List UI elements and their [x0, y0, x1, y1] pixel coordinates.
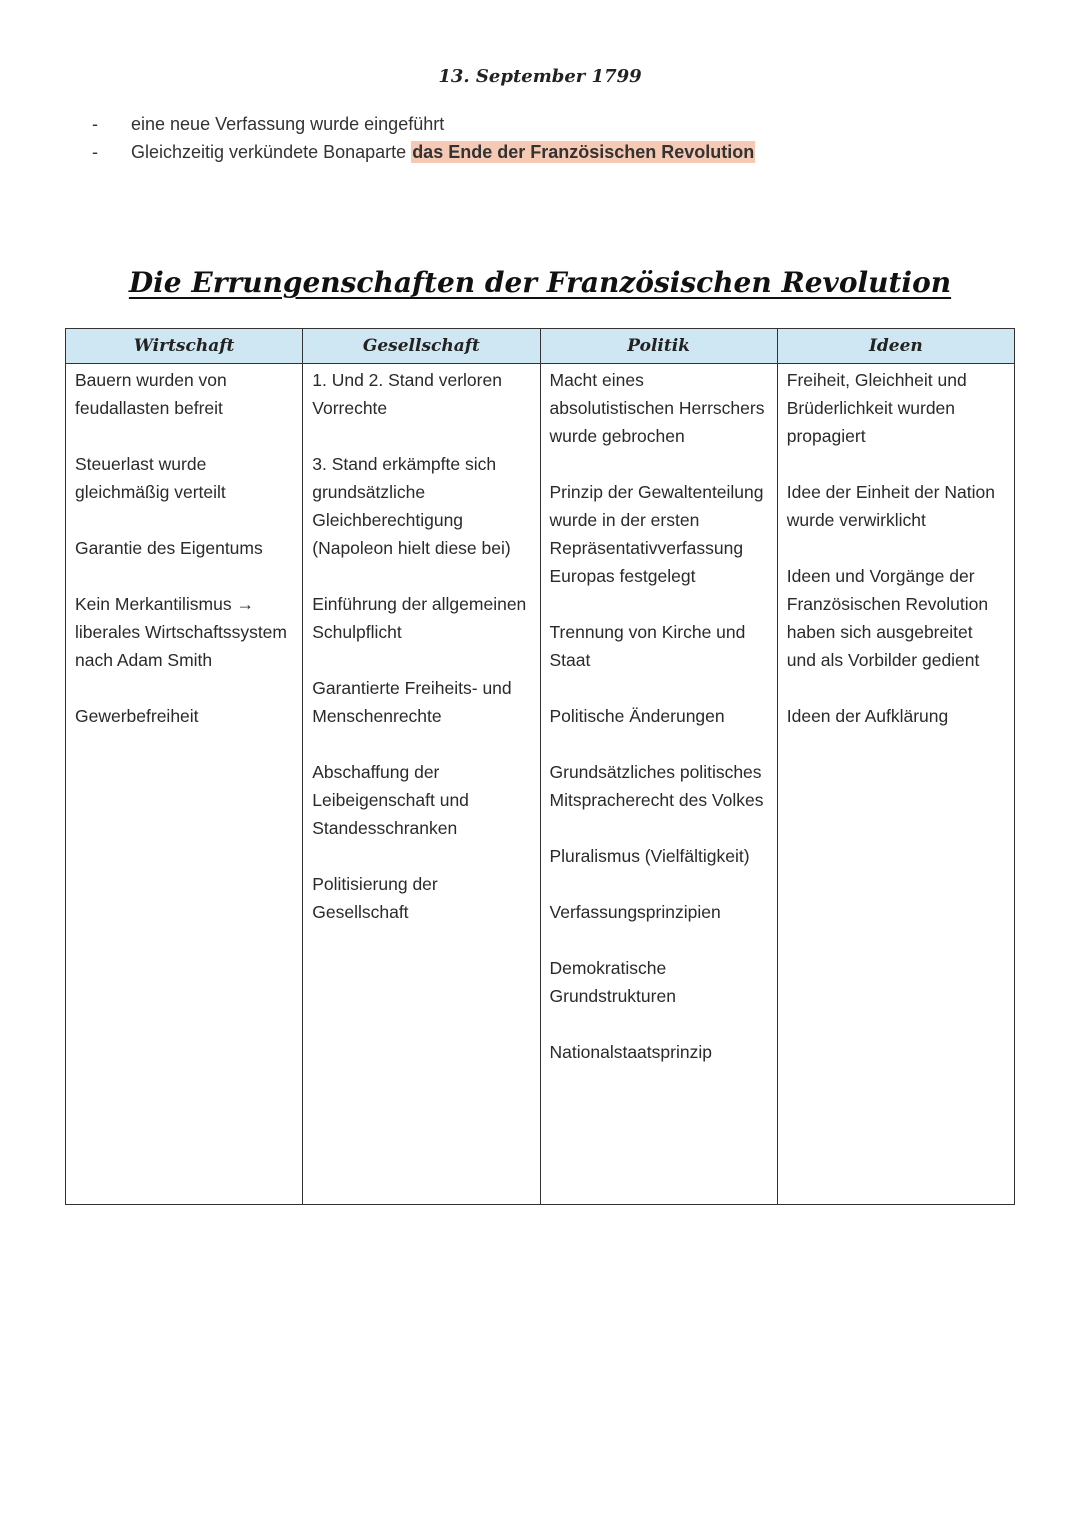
column-header-ideen: Ideen — [777, 329, 1014, 364]
list-item: Freiheit, Gleichheit und Brüderlichkeit wurden propagiert — [786, 370, 967, 446]
list-item: Verfassungsprinzipien — [549, 902, 721, 922]
dash-marker: - — [92, 114, 98, 134]
column-gesellschaft — [303, 364, 540, 1205]
achievements-table — [65, 328, 1015, 1205]
list-item: Garantierte Freiheits- und Menschenrechte — [312, 678, 512, 726]
date-heading: 13. September 1799 — [438, 66, 642, 87]
list-item: Ideen und Vorgänge der Französischen Revolution haben sich ausgebreitet und als Vorbilder gedient — [786, 566, 989, 670]
list-item: Prinzip der Gewaltenteilung wurde in der ersten Repräsentativverfassung Europas festgelegt — [549, 482, 764, 586]
bullet-text: eine neue Verfassung wurde eingeführt — [131, 114, 445, 134]
column-ideen — [777, 364, 1014, 1205]
table-header-row — [66, 329, 1015, 364]
list-item: 3. Stand erkämpfte sich grundsätzliche Gleichberechtigung (Napoleon hielt diese bei) — [312, 454, 511, 558]
list-item: Demokratische Grundstrukturen — [549, 958, 676, 1006]
list-item: Idee der Einheit der Nation wurde verwirklicht — [786, 482, 995, 530]
highlighted-text: das Ende der Französischen Revolution — [412, 142, 755, 162]
bullet-item — [92, 110, 755, 138]
list-item: Nationalstaatsprinzip — [549, 1042, 712, 1062]
list-item: Gewerbefreiheit — [75, 706, 199, 726]
list-item: Kein Merkantilismus → liberales Wirtschaftssystem nach Adam Smith — [75, 594, 287, 670]
column-header-wirtschaft: Wirtschaft — [66, 329, 303, 364]
column-header-politik: Politik — [540, 329, 777, 364]
list-item: Grundsätzliches politisches Mitspracherecht des Volkes — [549, 762, 764, 810]
list-item: Steuerlast wurde gleichmäßig verteilt — [75, 454, 226, 502]
dash-marker: - — [92, 142, 98, 162]
list-item: Einführung der allgemeinen Schulpflicht — [312, 594, 527, 642]
list-item: Politisierung der Gesellschaft — [312, 874, 438, 922]
list-item: Abschaffung der Leibeigenschaft und Standesschranken — [312, 762, 469, 838]
bullet-text: Gleichzeitig verkündete Bonaparte — [131, 142, 407, 162]
list-item: Ideen der Aufklärung — [786, 706, 949, 726]
column-wirtschaft — [66, 364, 303, 1205]
page-title: Die Errungenschaften der Französischen Revolution — [128, 266, 952, 299]
column-header-gesellschaft: Gesellschaft — [303, 329, 540, 364]
bullet-item — [92, 138, 755, 166]
list-item: Pluralismus (Vielfältigkeit) — [549, 846, 750, 866]
list-item: Macht eines absolutistischen Herrschers wurde gebrochen — [549, 370, 765, 446]
column-politik — [540, 364, 777, 1205]
list-item: 1. Und 2. Stand verloren Vorrechte — [312, 370, 502, 418]
list-item: Garantie des Eigentums — [75, 538, 263, 558]
table-row — [66, 364, 1015, 1205]
list-item: Politische Änderungen — [549, 706, 725, 726]
list-item: Trennung von Kirche und Staat — [549, 622, 746, 670]
bullet-list — [92, 110, 755, 166]
list-item: Bauern wurden von feudallasten befreit — [75, 370, 227, 418]
